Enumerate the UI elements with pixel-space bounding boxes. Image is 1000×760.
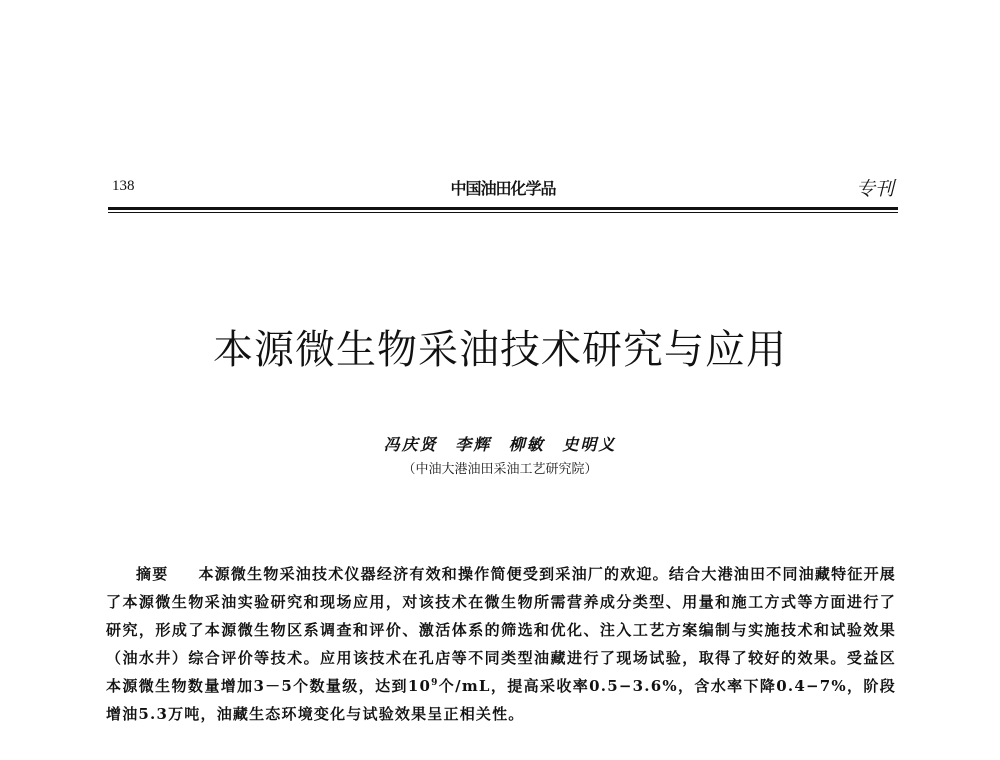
abstract-text-part1: 本源微生物采油技术仪器经济有效和操作简便受到采油厂的欢迎。结合大港油田不同油藏特征开展了本源微生物采油实验研究和现场应用，对该技术在微生物所需营养成分类型、用量和施工方式等方面进行了研究，形成了本源微生物区系调查和评价、激活体系的筛选和优化、注入工艺方案编制与实施技术和试验效果（油水井）综合评价等技术。应用该技术在孔店等不同类型油藏进行了现场试验，取得了较好的效果。受益区本源微生物数量增加3－5个数量级，达到10	[106, 565, 896, 695]
abstract-text-part2: 个/mL，提高采收率0.5−3.6%，含水率下降0.4−7%，阶段增油5.3万吨，油藏生态环境变化与试验效果呈正相关性。	[106, 677, 896, 723]
header-rule-thin	[108, 212, 898, 213]
page-header	[108, 176, 898, 200]
abstract-superscript: 9	[431, 678, 439, 688]
header-rule-thick	[108, 207, 898, 210]
author-affiliation: （中油大港油田采油工艺研究院）	[402, 462, 598, 477]
article-title: 本源微生物采油技术研究与应用	[213, 327, 787, 373]
special-issue-label: 专刊	[855, 178, 894, 200]
abstract-label: 摘要	[136, 565, 169, 583]
page-number: 138	[112, 178, 135, 194]
author-list: 冯庆贤 李辉 柳敏 史明义	[383, 435, 617, 454]
abstract-paragraph	[106, 560, 896, 728]
journal-name: 中国油田化学品	[450, 179, 556, 198]
